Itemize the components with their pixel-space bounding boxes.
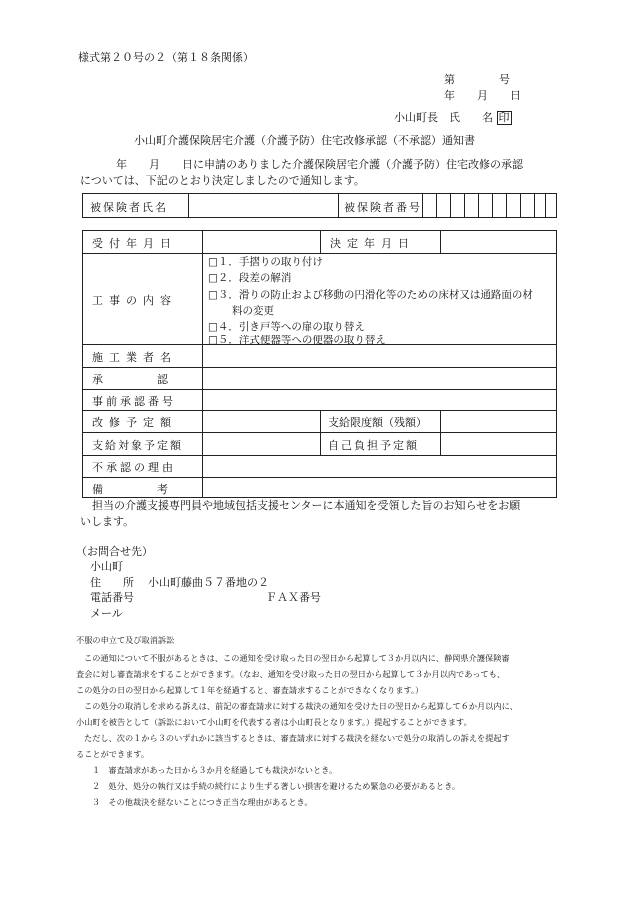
notice-line-2: いします。	[80, 515, 135, 528]
work-item-2[interactable]: □２．段差の解消	[208, 272, 292, 284]
issuer-name-label: 小山町長 氏 名	[394, 111, 493, 124]
rejection-reason-label: 不承認の理由	[92, 461, 176, 474]
planned-cost-label: 改修予定額	[92, 416, 177, 429]
decision-date-label: 決定年月日	[330, 237, 415, 250]
contact-mail-label: メール	[90, 607, 123, 620]
work-item-3-cont: 料の変更	[232, 305, 274, 317]
appeal-line-5: 小山町を被告として（訴訟において小山町を代表する者は小山町長となります。）提起することができます。	[76, 717, 472, 727]
contact-fax-label: ＦＡＸ番号	[266, 591, 321, 604]
remarks-label: 備 考	[92, 483, 170, 496]
intro-line-2: については、下記のとおり決定しましたので通知します。	[80, 174, 365, 187]
appeal-item-2: ２ 処分、処分の執行又は手続の続行により生ずる著しい損害を避けるため緊急の必要があるとき。	[92, 781, 461, 791]
insured-name-field[interactable]	[194, 196, 334, 214]
work-content-label: 工事の内容	[92, 294, 177, 307]
appeal-line-1: この通知について不服があるときは、この通知を受け取った日の翌日から起算して３か月以内に、静岡県介護保険審	[84, 653, 510, 663]
contact-address: 小山町藤曲５７番地の２	[148, 576, 269, 589]
insured-number-label: 被保険者番号	[344, 201, 422, 214]
appeal-item-1: １ 審査請求があった日から３か月を経過しても裁決がないとき。	[92, 765, 338, 775]
prior-approval-number-label: 事前承認番号	[92, 395, 176, 408]
approval-label: 承 認	[92, 373, 170, 386]
insured-name-label: 被保険者氏名	[90, 201, 168, 214]
date-label: 年 月 日	[444, 89, 521, 102]
appeal-line-4: この処分の取消しを求める訴えは、前記の審査請求に対する裁決の通知を受けた日の翌日から起算して６か月以内に、	[84, 701, 518, 711]
work-item-4[interactable]: □４．引き戸等への扉の取り替え	[208, 321, 365, 333]
document-title: 小山町介護保険居宅介護（介護予防）住宅改修承認（不承認）通知書	[134, 134, 475, 147]
form-number: 様式第２０号の２（第１８条関係）	[78, 51, 254, 64]
contact-address-label: 住 所	[90, 576, 134, 589]
appeal-item-3: ３ その他裁決を経ないことにつき正当な理由があるとき。	[92, 797, 313, 807]
appeal-line-3: この処分の日の翌日から起算して１年を経過すると、審査請求することができなくなります。）	[76, 685, 424, 695]
self-pay-label: 自己負担予定額	[328, 439, 419, 452]
contact-org: 小山町	[90, 560, 123, 573]
intro-line-1: 年 月 日に申請のありました介護保険居宅介護（介護予防）住宅改修の承認	[116, 158, 523, 171]
appeal-line-7: ることができます。	[76, 749, 150, 759]
work-item-1[interactable]: □１．手摺りの取り付け	[208, 256, 323, 268]
planned-payment-label: 支給対象予定額	[92, 439, 183, 452]
work-item-5[interactable]: □５．洋式便器等への便器の取り替え	[208, 335, 386, 344]
contractor-label: 施工業者名	[92, 351, 177, 364]
notice-line-1: 担当の介護支援専門員や地域包括支援センターに本通知を受領した旨のお知らせをお願	[92, 499, 521, 512]
received-date-label: 受付年月日	[92, 237, 177, 250]
contact-phone-label: 電話番号	[90, 591, 134, 604]
seal-mark: 印	[498, 111, 510, 124]
appeal-line-6: ただし、次の１から３のいずれかに該当するときは、審査請求に対する裁決を経ないで処分の取消しの訴えを提起す	[84, 733, 510, 743]
issuer-line	[394, 109, 512, 125]
appeal-heading: 不服の申立て及び取消訴訟	[76, 635, 175, 645]
contact-heading: （お問合せ先）	[76, 545, 153, 558]
document-number-label: 第 号	[444, 73, 510, 86]
appeal-line-2: 査会に対し審査請求をすることができます。（なお、通知を受け取った日の翌日から起算して３か月以内であっても、	[76, 669, 506, 679]
work-item-3[interactable]: □３．滑りの防止および移動の円滑化等のための床材又は通路面の材	[208, 289, 533, 301]
limit-balance-label: 支給限度額（残額）	[328, 416, 427, 429]
